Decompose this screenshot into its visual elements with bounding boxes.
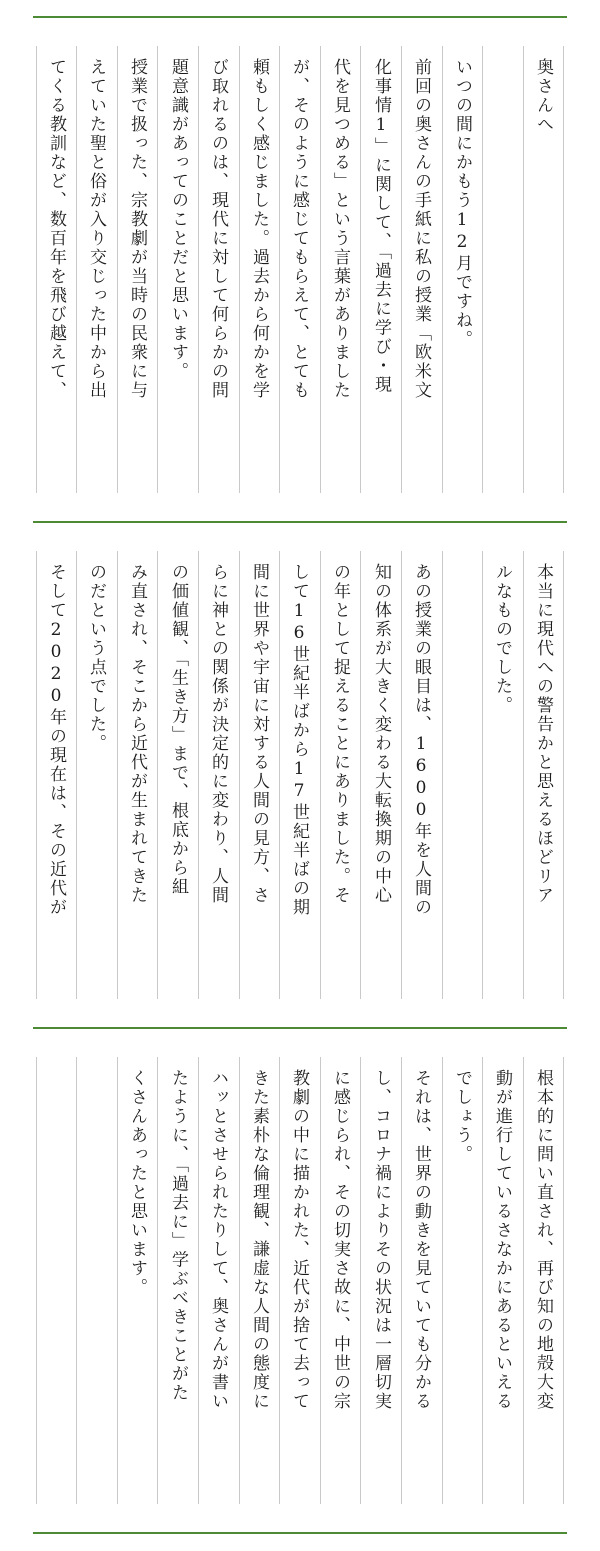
column-rule xyxy=(117,1057,118,1504)
text-column: 知の体系が大きく変わる大転換期の中心 xyxy=(371,563,391,905)
column-rule xyxy=(239,1057,240,1504)
column-rule xyxy=(279,1057,280,1504)
text-column: そして2020年の現在は、その近代が xyxy=(46,563,66,917)
text-column: 動が進行しているさなかにあるといえる xyxy=(492,1069,512,1411)
column-rule xyxy=(36,46,37,493)
text-column: が、そのように感じてもらえて、とても xyxy=(289,58,309,400)
column-rule xyxy=(360,46,361,493)
text-column: して16世紀半ばから17世紀半ばの期 xyxy=(289,563,309,917)
column-rule xyxy=(482,551,483,999)
column-rule xyxy=(320,1057,321,1504)
text-column: らに神との関係が決定的に変わり、人間 xyxy=(208,563,228,905)
section-divider xyxy=(33,521,567,523)
column-rule xyxy=(320,551,321,999)
text-column: の年として捉えることにありました。そ xyxy=(330,563,350,905)
column-rule xyxy=(239,551,240,999)
column-rule xyxy=(482,1057,483,1504)
column-rule xyxy=(523,1057,524,1504)
column-rule xyxy=(239,46,240,493)
column-rule xyxy=(279,46,280,493)
text-column: ハッとさせられたりして、奥さんが書い xyxy=(208,1069,228,1411)
section-divider xyxy=(33,1027,567,1029)
column-rule xyxy=(320,46,321,493)
text-column: し、コロナ禍によりその状況は一層切実 xyxy=(371,1069,391,1411)
text-column: び取れるのは、現代に対して何らかの問 xyxy=(208,58,228,400)
column-rule xyxy=(360,1057,361,1504)
column-rule xyxy=(36,1057,37,1504)
text-column: ルなものでした。 xyxy=(492,563,512,715)
column-rule xyxy=(157,1057,158,1504)
text-column: きた素朴な倫理観、謙虚な人間の態度に xyxy=(249,1069,269,1411)
column-rule xyxy=(76,1057,77,1504)
column-rule xyxy=(401,1057,402,1504)
column-rule xyxy=(563,1057,564,1504)
column-rule xyxy=(36,551,37,999)
section-divider xyxy=(33,16,567,18)
text-column: 間に世界や宇宙に対する人間の見方、さ xyxy=(249,563,269,905)
column-rule xyxy=(360,551,361,999)
text-column: 代を見つめる」という言葉がありました xyxy=(330,58,350,400)
text-column: たように、「過去に」学ぶべきことがた xyxy=(168,1069,188,1403)
text-column: に感じられ、その切実さ故に、中世の宗 xyxy=(330,1069,350,1411)
column-rule xyxy=(563,551,564,999)
text-column: くさんあったと思います。 xyxy=(127,1069,147,1297)
text-column: 前回の奥さんの手紙に私の授業「欧米文 xyxy=(411,58,431,400)
text-column: のだという点でした。 xyxy=(86,563,106,753)
column-rule xyxy=(279,551,280,999)
text-column: あの授業の眼目は、1600年を人間の xyxy=(411,563,431,917)
column-rule xyxy=(482,46,483,493)
column-rule xyxy=(442,1057,443,1504)
column-rule xyxy=(523,551,524,999)
column-rule xyxy=(117,46,118,493)
text-column: いつの間にかもう12月ですね。 xyxy=(452,58,472,349)
column-rule xyxy=(76,46,77,493)
text-column: 奥さんへ xyxy=(533,58,553,134)
text-column: 根本的に問い直され、再び知の地殻大変 xyxy=(533,1069,553,1411)
text-column: それは、世界の動きを見ていても分かる xyxy=(411,1069,431,1411)
text-column: み直され、そこから近代が生まれてきた xyxy=(127,563,147,905)
column-rule xyxy=(157,551,158,999)
text-column: 題意識があってのことだと思います。 xyxy=(168,58,188,381)
column-rule xyxy=(523,46,524,493)
column-rule xyxy=(198,46,199,493)
column-rule xyxy=(76,551,77,999)
text-column: の価値観、「生き方」まで、根底から組 xyxy=(168,563,188,897)
column-rule xyxy=(442,46,443,493)
column-rule xyxy=(442,551,443,999)
text-column: てくる教訓など、数百年を飛び越えて、 xyxy=(46,58,66,400)
text-column: でしょう。 xyxy=(452,1069,472,1164)
text-column: 頼もしく感じました。過去から何かを学 xyxy=(249,58,269,400)
section-divider xyxy=(33,1532,567,1534)
column-rule xyxy=(563,46,564,493)
text-column: 教劇の中に描かれた、近代が捨て去って xyxy=(289,1069,309,1411)
column-rule xyxy=(117,551,118,999)
text-column: 本当に現代への警告かと思えるほどリア xyxy=(533,563,553,905)
column-rule xyxy=(401,551,402,999)
column-rule xyxy=(198,551,199,999)
text-column: 授業で扱った、宗教劇が当時の民衆に与 xyxy=(127,58,147,400)
text-column: 化事情1」に関して、「過去に学び・現 xyxy=(371,58,391,395)
column-rule xyxy=(401,46,402,493)
column-rule xyxy=(157,46,158,493)
text-column: えていた聖と俗が入り交じった中から出 xyxy=(86,58,106,400)
column-rule xyxy=(198,1057,199,1504)
